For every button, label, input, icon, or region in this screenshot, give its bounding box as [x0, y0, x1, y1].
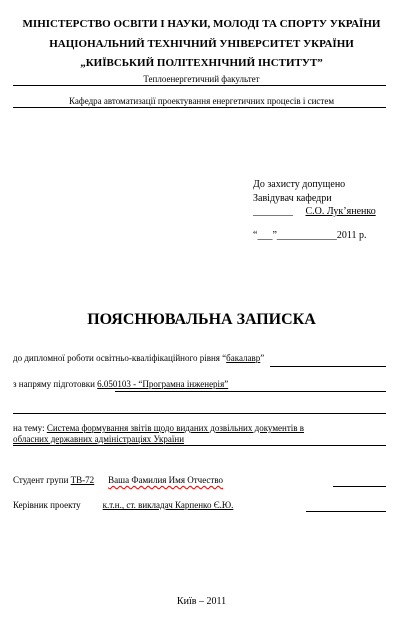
- topic-text-2: обласних державних адміністраціях України: [13, 434, 185, 444]
- faculty-name: Теплоенергетичний факультет: [143, 74, 260, 84]
- head-name: С.О. Лук’яненко: [305, 206, 376, 217]
- approval-signature-line: [253, 206, 376, 217]
- supervisor-line: [13, 500, 233, 510]
- date-blank: ____________: [276, 230, 337, 241]
- date-year: 2011 р.: [336, 230, 367, 241]
- document-title: ПОЯСНЮВАЛЬНА ЗАПИСКА: [87, 311, 316, 328]
- date-day: “___”: [253, 230, 277, 241]
- student-signature-rule: [333, 486, 386, 487]
- direction-label: з напряму підготовки: [13, 379, 98, 389]
- university-line: НАЦІОНАЛЬНИЙ ТЕХНІЧНИЙ УНІВЕРСИТЕТ УКРАЇНИ: [49, 38, 354, 50]
- student-label: Студент групи: [13, 475, 71, 485]
- level-line: [13, 353, 264, 363]
- supervisor-name: к.т.н., ст. викладач Карпенко Є.Ю.: [102, 500, 234, 510]
- level-rule: [270, 366, 386, 367]
- ministry-line: МІНІСТЕРСТВО ОСВІТИ І НАУКИ, МОЛОДІ ТА СПОРТУ УКРАЇНИ: [22, 18, 381, 30]
- student-group: ТВ-72: [70, 475, 95, 485]
- approval-head-title: Завідувач кафедри: [253, 193, 332, 204]
- student-name: Ваша Фамилия Имя Отчество: [108, 475, 224, 485]
- approval-date: [253, 230, 367, 241]
- level-label: до дипломної роботи освітньо-кваліфікаційного рівня “: [13, 353, 227, 363]
- supervisor-signature-rule: [306, 511, 386, 512]
- department-name: Кафедра автоматизації проектування енергетичних процесів і систем: [68, 96, 335, 106]
- department-rule: [13, 107, 386, 108]
- level-close: ”: [260, 353, 265, 363]
- direction-rule: [115, 391, 386, 392]
- institute-line: „КИЇВСЬКИЙ ПОЛІТЕХНІЧНИЙ ІНСТИТУТ”: [80, 57, 323, 69]
- direction-line: [13, 379, 228, 389]
- signature-blank: ________: [253, 206, 293, 217]
- direction-value: 6.050103 - “Програмна інженерія”: [97, 379, 229, 389]
- supervisor-label: Керівник проекту: [13, 500, 81, 510]
- level-value: бакалавр: [226, 353, 261, 363]
- student-line: [13, 475, 223, 485]
- approval-admitted: До захисту допущено: [253, 179, 346, 190]
- blank-rule: [13, 413, 386, 414]
- topic-rule: [13, 445, 386, 446]
- topic-line-1: [13, 423, 304, 433]
- topic-text-1: Система формування звітів щодо виданих дозвільних документів в: [46, 423, 305, 433]
- faculty-rule: [13, 85, 386, 86]
- topic-label: на тему:: [13, 423, 47, 433]
- city-year: Київ – 2011: [176, 596, 227, 607]
